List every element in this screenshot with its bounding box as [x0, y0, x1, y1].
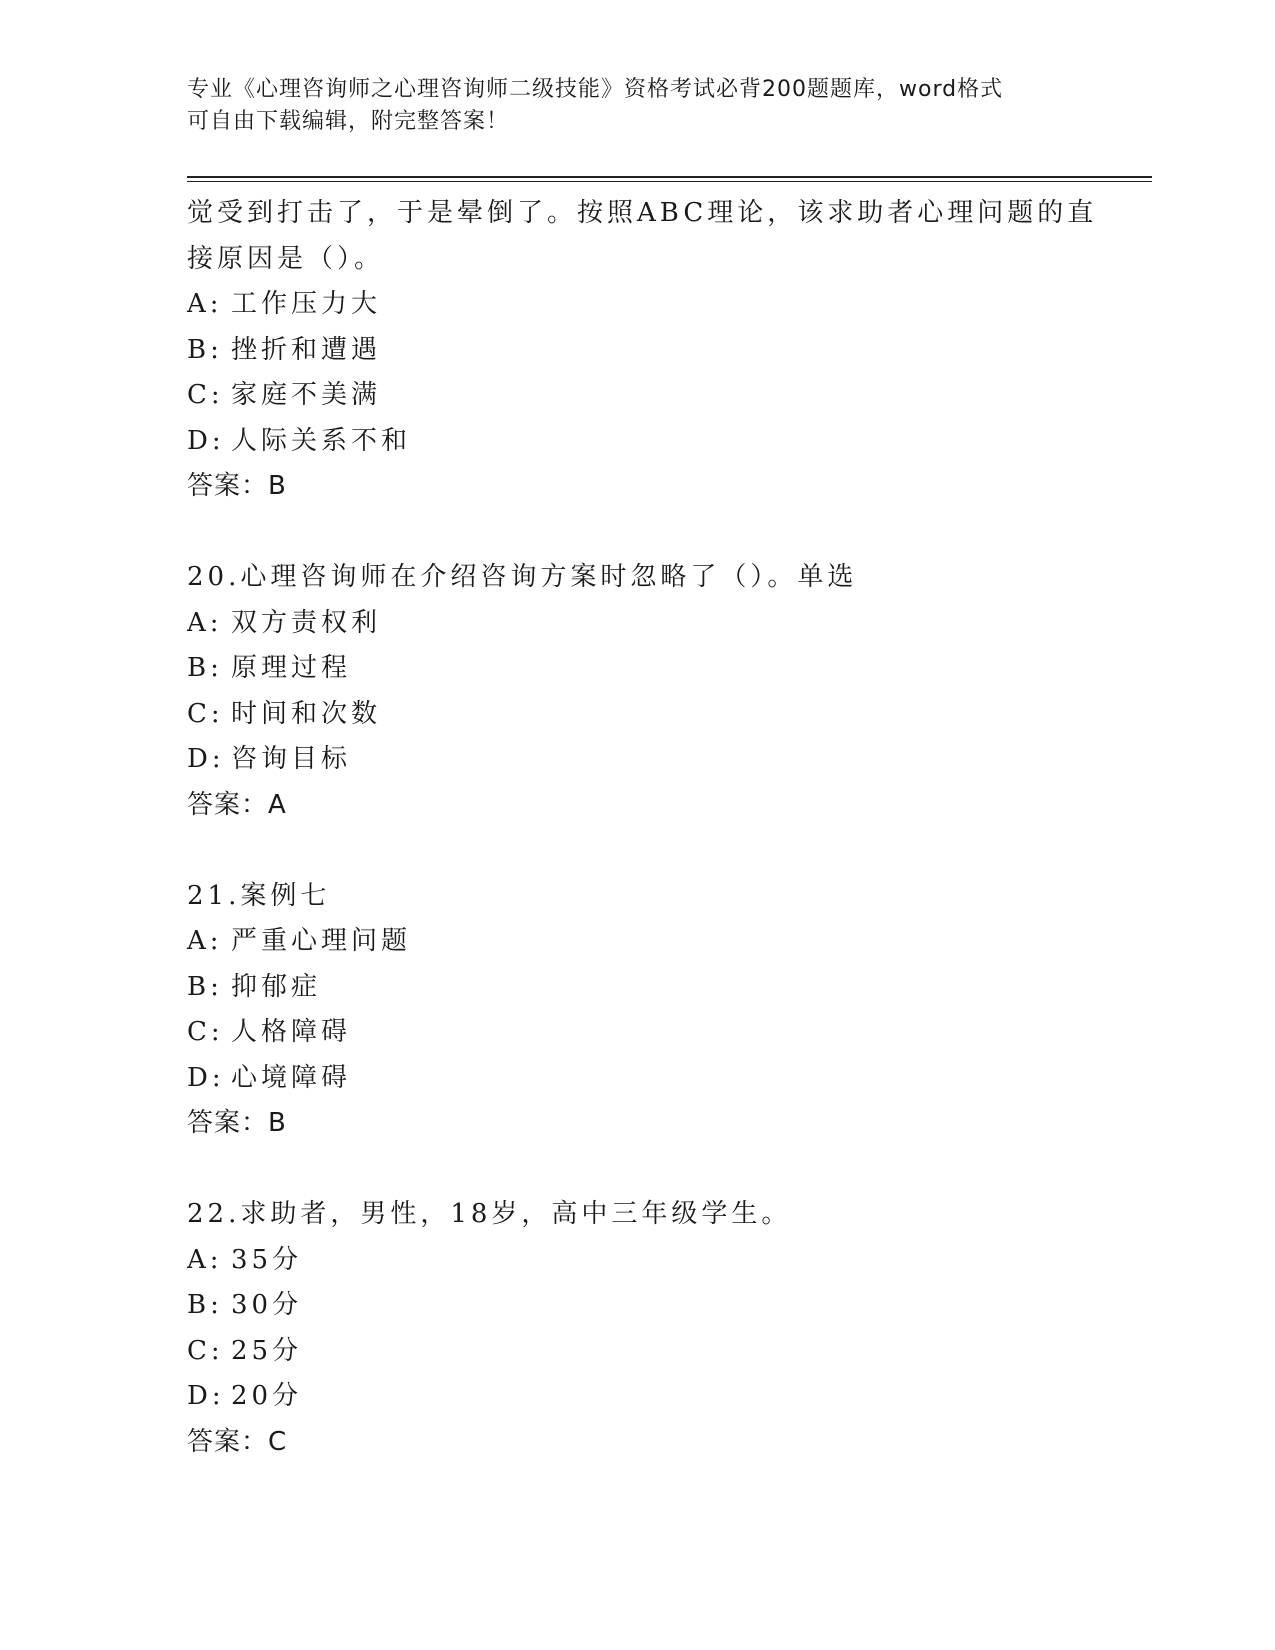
- answer-line: 答案：B: [187, 1108, 287, 1138]
- option-c: [187, 1329, 1087, 1375]
- question-stem-line: 接原因是（）。: [187, 243, 385, 274]
- option-text: 抑郁症: [231, 971, 322, 1002]
- option-text: 心境障碍: [231, 1062, 352, 1093]
- question-block-22: [187, 1192, 1087, 1465]
- option-b: [187, 965, 1087, 1011]
- option-text: 20分: [231, 1381, 303, 1411]
- option-key: A:: [187, 607, 223, 638]
- option-d: [187, 419, 1087, 465]
- answer-line: 答案：C: [187, 1426, 288, 1457]
- option-key: A:: [187, 926, 223, 956]
- option-a: [187, 919, 1087, 965]
- option-a: [187, 282, 1087, 328]
- option-text: 严重心理问题: [231, 926, 412, 956]
- option-text: 挫折和遭遇: [231, 334, 382, 365]
- option-key: D:: [187, 744, 225, 774]
- option-key: D:: [187, 425, 225, 456]
- option-key: C:: [187, 698, 224, 729]
- spacer: [187, 828, 1087, 874]
- option-c: [187, 1010, 1087, 1056]
- option-text: 25分: [231, 1335, 303, 1366]
- option-key: D:: [187, 1062, 225, 1093]
- question-stem: 21.案例七: [187, 880, 331, 911]
- option-text: 双方责权利: [231, 607, 382, 638]
- spacer: [187, 1147, 1087, 1193]
- header-line-1: 专业《心理咨询师之心理咨询师二级技能》资格考试必背200题题库，word格式: [187, 77, 1004, 102]
- question-block-21: [187, 874, 1087, 1147]
- option-b: [187, 646, 1087, 692]
- question-block-20: [187, 555, 1087, 828]
- option-c: [187, 373, 1087, 419]
- option-d: [187, 737, 1087, 783]
- option-a: [187, 1238, 1087, 1284]
- option-text: 家庭不美满: [231, 380, 382, 410]
- option-text: 人格障碍: [231, 1017, 352, 1047]
- option-key: B:: [187, 971, 223, 1002]
- question-stem: 20.心理咨询师在介绍咨询方案时忽略了（）。单选: [187, 562, 858, 592]
- option-key: A:: [187, 289, 223, 319]
- option-key: B:: [187, 1290, 223, 1320]
- option-text: 原理过程: [231, 653, 352, 683]
- option-b: [187, 328, 1087, 374]
- question-stem: 22.求助者，男性，18岁，高中三年级学生。: [187, 1199, 792, 1229]
- header-divider-thin: [187, 181, 1152, 182]
- option-key: A:: [187, 1244, 223, 1275]
- question-stem-line: 觉受到打击了，于是晕倒了。按照ABC理论，该求助者心理问题的直: [187, 198, 1098, 228]
- option-text: 时间和次数: [231, 698, 382, 729]
- option-text: 人际关系不和: [231, 425, 412, 456]
- header-line-2: 可自由下载编辑，附完整答案！: [187, 109, 510, 134]
- question-block-19: [187, 191, 1098, 510]
- option-key: D:: [187, 1381, 225, 1411]
- option-key: C:: [187, 380, 224, 410]
- answer-line: 答案：B: [187, 471, 287, 501]
- option-a: [187, 601, 1087, 647]
- option-key: C:: [187, 1017, 224, 1047]
- option-text: 咨询目标: [231, 744, 352, 774]
- document-header: [187, 74, 1067, 138]
- option-text: 30分: [231, 1290, 303, 1320]
- question-list: [187, 191, 1098, 1465]
- option-key: B:: [187, 653, 223, 683]
- header-divider: [187, 176, 1152, 178]
- option-b: [187, 1283, 1087, 1329]
- spacer: [187, 510, 1087, 556]
- option-key: C:: [187, 1335, 224, 1366]
- option-text: 工作压力大: [231, 289, 382, 319]
- option-c: [187, 692, 1087, 738]
- answer-line: 答案：A: [187, 789, 287, 820]
- option-key: B:: [187, 334, 223, 365]
- option-d: [187, 1374, 1087, 1420]
- option-d: [187, 1056, 1087, 1102]
- option-text: 35分: [231, 1244, 303, 1275]
